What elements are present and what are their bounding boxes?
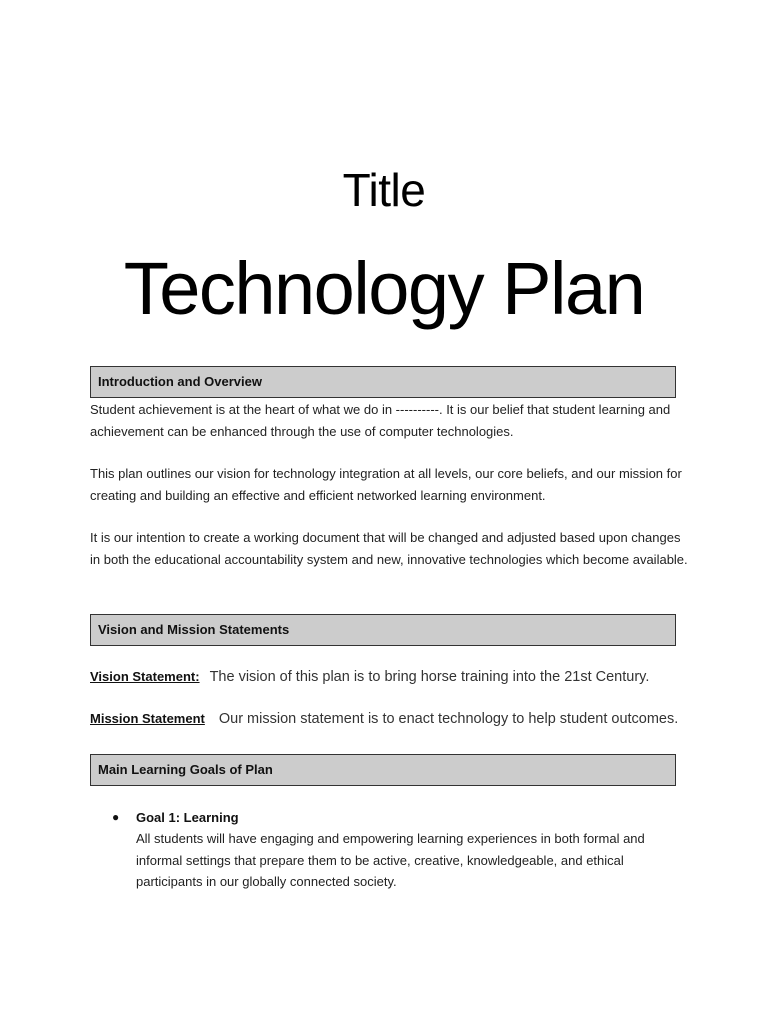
vision-statement [90, 669, 730, 685]
bullet-icon: ● [112, 810, 120, 824]
goal-description: All students will have engaging and empowering learning experiences in both formal and informal settings that prepare them to be active, creative, knowledgeable, and ethical participants in our globally connected society. [136, 831, 645, 889]
intro-paragraph: It is our intention to create a working document that will be changed and adjusted based upon changes in both the educational accountability system and new, innovative technologies which become available. [90, 530, 688, 567]
document-title: Title [342, 164, 426, 216]
section-header-introduction: Introduction and Overview [90, 366, 676, 398]
vision-statement-label: Vision Statement: [90, 669, 200, 684]
mission-statement [90, 711, 730, 727]
intro-paragraph: This plan outlines our vision for technology integration at all levels, our core beliefs, and our mission for creating and building an effective and efficient networked learning environment. [90, 466, 682, 503]
section-header-goals: Main Learning Goals of Plan [90, 754, 676, 786]
mission-statement-text: Our mission statement is to enact technology to help student outcomes. [218, 711, 679, 727]
vision-statement-text: The vision of this plan is to bring horse training into the 21st Century. [209, 669, 650, 685]
document-heading: Technology Plan [123, 247, 645, 330]
section-header-vision-mission: Vision and Mission Statements [90, 614, 676, 646]
intro-paragraph: Student achievement is at the heart of what we do in ----------. It is our belief that student learning and achievement can be enhanced through the use of computer technologies. [90, 402, 671, 439]
mission-statement-label: Mission Statement [90, 711, 205, 726]
goal-title: Goal 1: Learning [136, 810, 239, 825]
